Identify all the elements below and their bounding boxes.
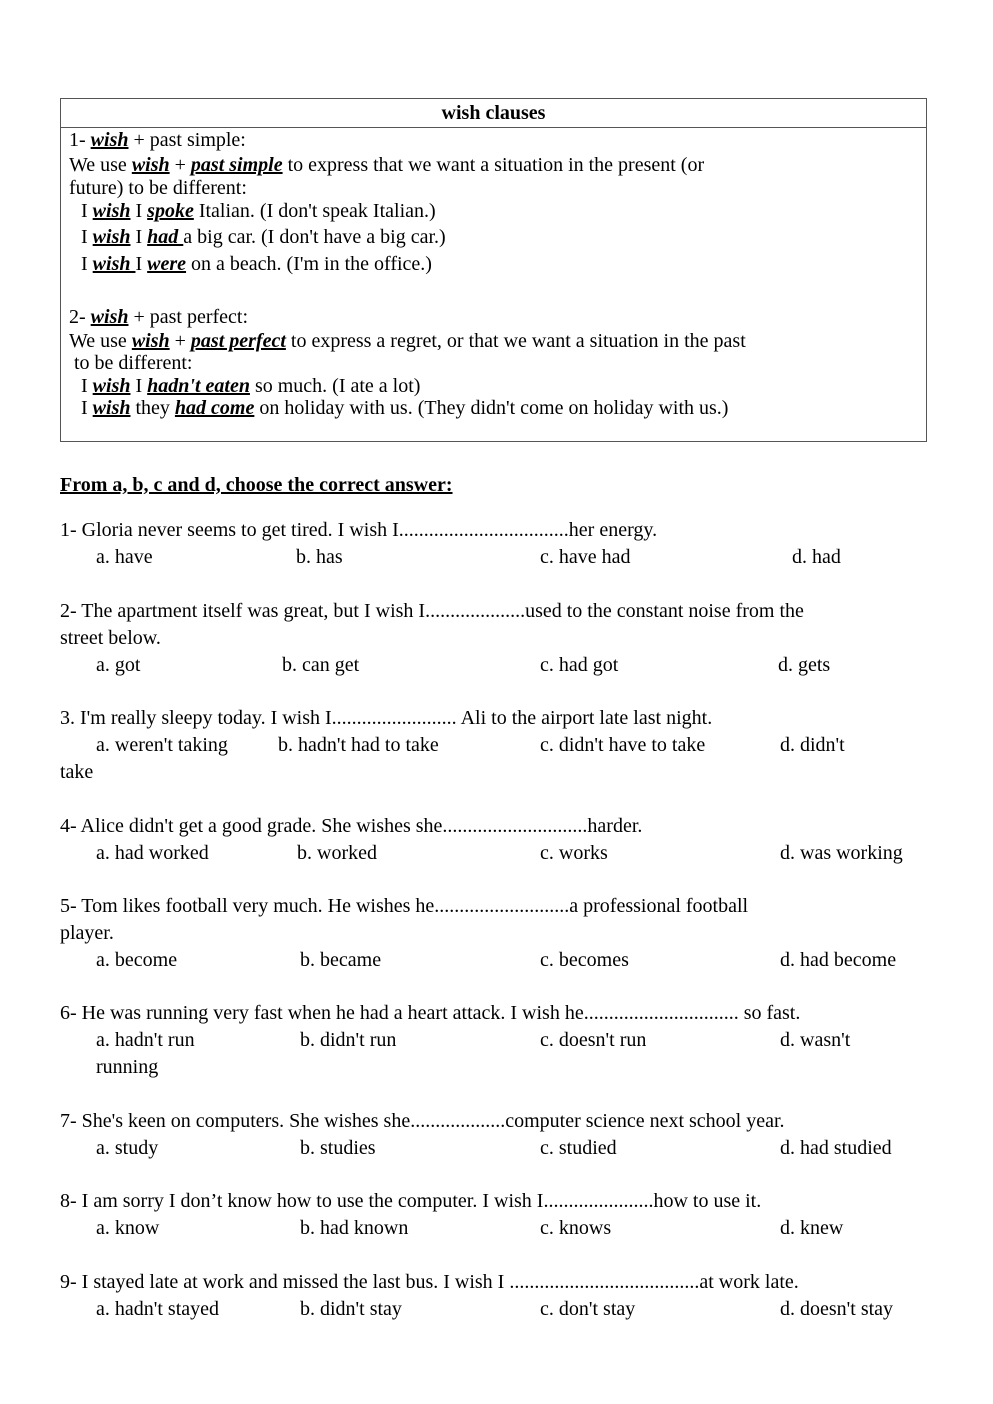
option-a[interactable]: a. study bbox=[96, 1137, 159, 1159]
example-verb: spoke bbox=[147, 200, 194, 222]
option-b[interactable]: b. can get bbox=[282, 654, 360, 676]
rule2-example-2 bbox=[81, 396, 728, 420]
option-a[interactable]: a. hadn't stayed bbox=[96, 1298, 220, 1320]
option-d-continued[interactable]: take bbox=[60, 761, 94, 783]
rule2-explanation-plus: + bbox=[169, 330, 191, 352]
example-text: I bbox=[81, 397, 93, 419]
example-text: I bbox=[81, 200, 93, 222]
example-keyword: wish bbox=[92, 375, 131, 397]
question-text: 7- She's keen on computers. She wishes she...................computer science next school year. bbox=[60, 1110, 785, 1132]
rule2-explanation-kw1: wish bbox=[131, 330, 170, 352]
rule1-heading bbox=[69, 128, 246, 152]
example-text: I bbox=[81, 375, 93, 397]
example-keyword: wish bbox=[92, 226, 131, 248]
rule1-explanation-text: We use bbox=[69, 154, 132, 176]
example-text: I bbox=[81, 253, 93, 275]
option-a[interactable]: a. know bbox=[96, 1217, 160, 1239]
rule2-structure: + past perfect: bbox=[128, 306, 249, 328]
question-text: 8- I am sorry I don’t know how to use the computer. I wish I......................how to use it. bbox=[60, 1190, 762, 1212]
question-text: 1- Gloria never seems to get tired. I wish I..................................her energy. bbox=[60, 519, 658, 541]
option-d[interactable]: d. wasn't bbox=[780, 1029, 851, 1051]
example-text: so much. (I ate a lot) bbox=[249, 375, 421, 397]
rule1-explanation bbox=[69, 153, 704, 177]
rule1-explanation-line2: future) to be different: bbox=[69, 177, 247, 199]
option-d[interactable]: d. knew bbox=[780, 1217, 844, 1239]
option-a[interactable]: a. had worked bbox=[96, 842, 209, 864]
rule2-keyword: wish bbox=[90, 306, 129, 328]
exercise-instructions: From a, b, c and d, choose the correct answer: bbox=[60, 474, 453, 496]
example-keyword: wish bbox=[92, 200, 131, 222]
rule2-heading bbox=[69, 305, 248, 329]
rules-title: wish clauses bbox=[61, 99, 926, 128]
rule2-explanation-line2: to be different: bbox=[74, 352, 193, 374]
rule1-number: 1- bbox=[69, 129, 91, 151]
question-text: 4- Alice didn't get a good grade. She wishes she.............................harder. bbox=[60, 815, 643, 837]
option-c[interactable]: c. have had bbox=[540, 546, 631, 568]
example-text: they bbox=[130, 397, 175, 419]
option-d-continued[interactable]: running bbox=[96, 1056, 159, 1078]
option-d[interactable]: d. had studied bbox=[780, 1137, 892, 1159]
option-c[interactable]: c. had got bbox=[540, 654, 619, 676]
example-text: on holiday with us. (They didn't come on holiday with us.) bbox=[254, 397, 729, 419]
question-text-continued: player. bbox=[60, 922, 114, 944]
question-text: 5- Tom likes football very much. He wishes he...........................a professional football bbox=[60, 895, 749, 917]
example-text: I bbox=[81, 226, 93, 248]
rule1-keyword: wish bbox=[90, 129, 129, 151]
option-b[interactable]: b. worked bbox=[297, 842, 377, 864]
option-c[interactable]: c. doesn't run bbox=[540, 1029, 647, 1051]
rule2-explanation-rest: to express a regret, or that we want a situation in the past bbox=[285, 330, 746, 352]
option-a[interactable]: a. have bbox=[96, 546, 153, 568]
rule2-example-1 bbox=[81, 374, 420, 398]
rule1-example-3 bbox=[81, 252, 432, 276]
rule1-explanation-kw2: past simple bbox=[190, 154, 283, 176]
question-text: 3. I'm really sleepy today. I wish I......................... Ali to the airport late last night. bbox=[60, 707, 713, 729]
rule1-explanation-plus: + bbox=[169, 154, 191, 176]
option-b[interactable]: b. became bbox=[300, 949, 382, 971]
option-d[interactable]: d. was working bbox=[780, 842, 903, 864]
example-verb: had come bbox=[174, 397, 255, 419]
option-c[interactable]: c. knows bbox=[540, 1217, 612, 1239]
option-b[interactable]: b. hadn't had to take bbox=[278, 734, 439, 756]
question-text: 2- The apartment itself was great, but I wish I....................used to the constant noise from the bbox=[60, 600, 804, 622]
option-d[interactable]: d. had become bbox=[780, 949, 897, 971]
question-text: 6- He was running very fast when he had a heart attack. I wish he............................... so fast. bbox=[60, 1002, 801, 1024]
rule2-explanation-text: We use bbox=[69, 330, 132, 352]
example-keyword: wish bbox=[92, 397, 131, 419]
rule1-explanation-kw1: wish bbox=[131, 154, 170, 176]
example-text: I bbox=[130, 200, 148, 222]
rule1-example-2 bbox=[81, 225, 446, 249]
rule2-number: 2- bbox=[69, 306, 91, 328]
option-b[interactable]: b. has bbox=[296, 546, 343, 568]
option-c[interactable]: c. becomes bbox=[540, 949, 629, 971]
option-b[interactable]: b. didn't stay bbox=[300, 1298, 402, 1320]
option-c[interactable]: c. didn't have to take bbox=[540, 734, 706, 756]
option-a[interactable]: a. become bbox=[96, 949, 178, 971]
example-text: I bbox=[130, 226, 148, 248]
question-text: 9- I stayed late at work and missed the last bus. I wish I ......................................at work late. bbox=[60, 1271, 799, 1293]
example-verb: were bbox=[147, 253, 187, 275]
option-a[interactable]: a. hadn't run bbox=[96, 1029, 195, 1051]
option-c[interactable]: c. don't stay bbox=[540, 1298, 636, 1320]
option-c[interactable]: c. works bbox=[540, 842, 608, 864]
rule1-structure: + past simple: bbox=[128, 129, 246, 151]
option-a[interactable]: a. got bbox=[96, 654, 141, 676]
option-d[interactable]: d. doesn't stay bbox=[780, 1298, 894, 1320]
question-text-continued: street below. bbox=[60, 627, 161, 649]
option-a[interactable]: a. weren't taking bbox=[96, 734, 228, 756]
rule2-explanation bbox=[69, 329, 746, 353]
example-verb: hadn't eaten bbox=[147, 375, 250, 397]
rule1-explanation-rest: to express that we want a situation in the present (or bbox=[282, 154, 705, 176]
option-c[interactable]: c. studied bbox=[540, 1137, 617, 1159]
option-d[interactable]: d. didn't bbox=[780, 734, 845, 756]
example-text: I bbox=[135, 253, 148, 275]
option-b[interactable]: b. had known bbox=[300, 1217, 409, 1239]
option-d[interactable]: d. had bbox=[792, 546, 841, 568]
example-text: I bbox=[130, 375, 148, 397]
option-b[interactable]: b. studies bbox=[300, 1137, 376, 1159]
example-keyword: wish bbox=[92, 253, 136, 275]
option-b[interactable]: b. didn't run bbox=[300, 1029, 397, 1051]
rule2-explanation-kw2: past perfect bbox=[190, 330, 286, 352]
example-text: Italian. (I don't speak Italian.) bbox=[193, 200, 436, 222]
example-text: a big car. (I don't have a big car.) bbox=[183, 226, 446, 248]
option-d[interactable]: d. gets bbox=[778, 654, 831, 676]
rule1-example-1 bbox=[81, 199, 436, 223]
example-verb: had bbox=[147, 226, 184, 248]
example-text: on a beach. (I'm in the office.) bbox=[186, 253, 432, 275]
